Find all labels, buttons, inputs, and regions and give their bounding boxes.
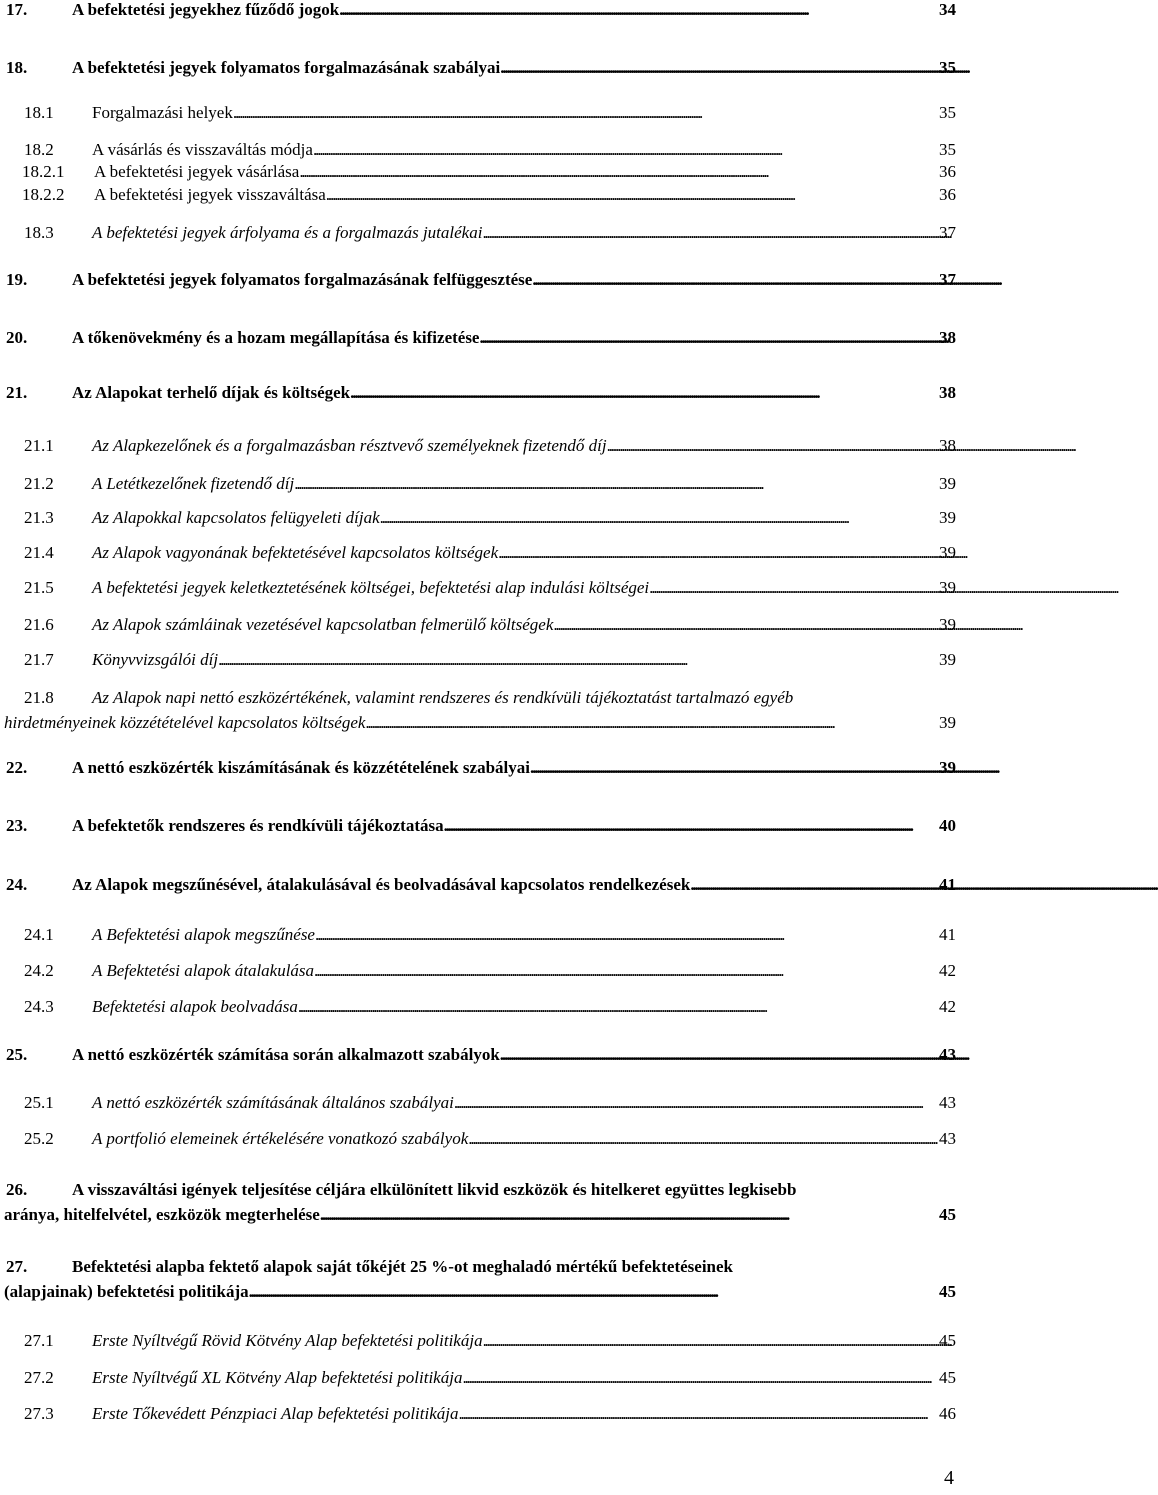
toc-entry-title: A portfolió elemeinek értékelésére vonatkozó szabályok [92,1129,469,1148]
toc-leader-dots [500,1045,937,1065]
toc-entry-title: A befektetési jegyek visszaváltása [94,185,326,204]
toc-leader-dots [444,816,937,836]
toc-entry-page: 39 [939,474,956,493]
toc-entry-number: 17. [6,0,28,19]
toc-entry-page: 39 [939,508,956,527]
toc-leader-dots [530,758,937,778]
toc-entry-title: Az Alapkezelőnek és a forgalmazásban résztvevő személyeknek fizetendő díj [92,436,607,455]
toc-entry-title: A befektetési jegyek vásárlása [94,162,300,181]
toc-entry-number: 27.2 [24,1368,54,1387]
toc-entry-number: 21.7 [24,650,54,669]
toc-entry[interactable] [0,270,956,290]
toc-entry[interactable] [0,578,956,598]
toc-entry-title: A befektetők rendszeres és rendkívüli tájékoztatása [72,816,444,835]
toc-entry-title: A vásárlás és visszaváltás módja [92,140,313,159]
toc-leader-dots [320,1205,937,1225]
toc-entry[interactable] [0,1129,956,1149]
page-number: 4 [944,1467,954,1489]
toc-entry-page: 43 [939,1129,956,1148]
toc-entry-title: A Befektetési alapok megszűnése [92,925,315,944]
toc-entry-number: 18.2.1 [22,162,65,181]
toc-entry-page: 36 [939,185,956,204]
toc-leader-dots [298,997,937,1017]
toc-entry-page: 46 [939,1404,956,1423]
toc-entry-title-continued: hirdetményeinek közzétételével kapcsolatos költségek [4,713,366,732]
toc-entry-number: 26. [6,1180,28,1199]
toc-entry-page: 39 [939,615,956,634]
toc-entry-page: 35 [939,103,956,122]
toc-entry-title: A nettó eszközérték számításának általános szabályai [92,1093,454,1112]
toc-entry-number: 21.3 [24,508,54,527]
toc-entry-title: A nettó eszközérték számítása során alkalmazott szabályok [72,1045,500,1064]
toc-entry-title: Az Alapok megszűnésével, átalakulásával és beolvadásával kapcsolatos rendelkezések [72,875,691,894]
toc-entry[interactable] [0,1045,956,1065]
toc-leader-dots [607,436,937,456]
toc-entry-title: A visszaváltási igények teljesítése céljára elkülönített likvid eszközök és hitelkeret együttes legkisebb [72,1180,797,1199]
toc-entry-number: 21.2 [24,474,54,493]
toc-leader-dots [365,713,937,733]
toc-entry[interactable] [0,1331,956,1351]
toc-entry-number: 24.1 [24,925,54,944]
toc-leader-dots [649,578,937,598]
toc-entry-number: 27.3 [24,1404,54,1423]
toc-leader-dots [479,328,937,348]
toc-leader-dots [500,58,937,78]
toc-entry-page: 42 [939,961,956,980]
toc-leader-dots [380,508,937,528]
toc-entry[interactable] [0,474,956,494]
toc-leader-dots [553,615,937,635]
toc-entry-title: Az Alapok vagyonának befektetésével kapcsolatos költségek [92,543,499,562]
toc-entry-number: 18. [6,58,28,77]
toc-entry-number: 18.3 [24,223,54,242]
toc-entry-number: 27.1 [24,1331,54,1350]
toc-entry-page: 45 [939,1205,956,1224]
toc-entry-number: 24. [6,875,28,894]
toc-leader-dots [350,383,937,403]
toc-entry-title: Az Alapokat terhelő díjak és költségek [72,383,351,402]
toc-entry-page: 39 [939,758,956,777]
toc-entry-number: 27. [6,1257,28,1276]
toc-entry-page: 45 [939,1331,956,1350]
toc-entry-title-continued: (alapjainak) befektetési politikája [4,1282,249,1301]
toc-leader-dots [249,1282,937,1302]
toc-leader-dots [532,270,937,290]
toc-entry-page: 38 [939,436,956,455]
toc-entry-number: 22. [6,758,28,777]
toc-entry-page: 39 [939,713,956,732]
toc-entry-title: Erste Nyíltvégű Rövid Kötvény Alap befektetési politikája [92,1331,483,1350]
toc-entry[interactable] [0,961,956,981]
toc-entry-page: 35 [939,140,956,159]
toc-entry-page: 34 [939,0,956,19]
toc-entry-title: A befektetési jegyekhez fűződő jogok [72,0,340,19]
toc-leader-dots [498,543,937,563]
toc-entry-page: 43 [939,1093,956,1112]
toc-leader-dots [482,223,937,243]
toc-leader-dots [468,1129,937,1149]
toc-entry[interactable] [0,1368,956,1388]
toc-entry-title-continued: aránya, hitelfelvétel, eszközök megterhelése [4,1205,320,1224]
toc-entry-title: A befektetési jegyek folyamatos forgalmazásának szabályai [72,58,501,77]
toc-entry-title: A befektetési jegyek folyamatos forgalmazásának felfüggesztése [72,270,533,289]
toc-entry-title: A tőkenövekmény és a hozam megállapítása és kifizetése [72,328,480,347]
toc-leader-dots [299,162,937,182]
toc-entry[interactable] [0,925,956,945]
toc-entry[interactable] [0,1257,956,1302]
toc-entry[interactable] [0,688,956,733]
toc-entry-title: Az Alapok napi nettó eszközértékének, valamint rendszeres és rendkívüli tájékoztatást tartalmazó egyéb [92,688,794,707]
toc-entry-number: 24.3 [24,997,54,1016]
toc-leader-dots [313,140,937,160]
toc-entry-number: 23. [6,816,28,835]
toc-entry[interactable] [0,650,956,670]
toc-entry-title: A befektetési jegyek árfolyama és a forgalmazás jutalékai [92,223,483,242]
toc-entry-title: A befektetési jegyek keletkeztetésének költségei, befektetési alap indulási költségei [92,578,650,597]
toc-entry-page: 45 [939,1368,956,1387]
toc-entry-title: Az Alapok számláinak vezetésével kapcsolatban felmerülő költségek [92,615,554,634]
toc-entry-page: 41 [939,875,956,894]
toc-entry[interactable] [0,615,956,635]
toc-entry-page: 42 [939,997,956,1016]
toc-leader-dots [315,925,937,945]
toc-entry-page: 40 [939,816,956,835]
toc-entry-number: 21.8 [24,688,54,707]
toc-entry-number: 21.5 [24,578,54,597]
toc-entry-title: Erste Tőkevédett Pénzpiaci Alap befektetési politikája [92,1404,459,1423]
toc-entry[interactable] [0,1404,956,1424]
toc-entry[interactable] [0,875,956,895]
toc-entry-title: A Letétkezelőnek fizetendő díj [92,474,295,493]
toc-entry[interactable] [0,140,956,160]
toc-entry-number: 20. [6,328,28,347]
toc-entry[interactable] [0,185,956,205]
toc-entry-page: 41 [939,925,956,944]
toc-entry[interactable] [0,816,956,836]
toc-entry-title: Befektetési alapok beolvadása [92,997,298,1016]
toc-entry-number: 24.2 [24,961,54,980]
toc-entry[interactable] [0,1093,956,1113]
toc-entry-page: 39 [939,650,956,669]
toc-entry[interactable] [0,1180,956,1225]
toc-entry-number: 25.2 [24,1129,54,1148]
toc-entry-page: 45 [939,1282,956,1301]
toc-entry[interactable] [0,328,956,348]
toc-entry-page: 37 [939,270,956,289]
toc-entry-number: 21.6 [24,615,54,634]
toc-entry-title: Az Alapokkal kapcsolatos felügyeleti díjak [92,508,380,527]
toc-entry-title: A nettó eszközérték kiszámításának és közzétételének szabályai [72,758,530,777]
toc-entry-number: 21.4 [24,543,54,562]
toc-leader-dots [218,650,937,670]
toc-entry-number: 18.2.2 [22,185,65,204]
toc-entry-number: 19. [6,270,28,289]
toc-leader-dots [454,1093,937,1113]
toc-entry[interactable] [0,383,956,403]
toc-leader-dots [233,103,937,123]
toc-leader-dots [462,1368,937,1388]
toc-entry-number: 25.1 [24,1093,54,1112]
toc-entry-title: Befektetési alapba fektető alapok saját tőkéjét 25 %-ot meghaladó mértékű befektetéseinek [72,1257,733,1276]
toc-leader-dots [314,961,937,981]
toc-leader-dots [690,875,937,895]
toc-leader-dots [483,1331,937,1351]
toc-entry-page: 36 [939,162,956,181]
toc-entry-number: 25. [6,1045,28,1064]
toc-entry-title: Forgalmazási helyek [92,103,233,122]
toc-entry[interactable] [0,997,956,1017]
toc-entry-page: 43 [939,1045,956,1064]
toc-leader-dots [294,474,937,494]
toc-entry-page: 39 [939,543,956,562]
toc-entry-page: 38 [939,328,956,347]
toc-entry[interactable] [0,223,956,243]
toc-entry-number: 18.2 [24,140,54,159]
toc-entry[interactable] [0,0,956,20]
toc-entry-page: 38 [939,383,956,402]
toc-entry-title: A Befektetési alapok átalakulása [92,961,315,980]
toc-entry-number: 21. [6,383,28,402]
toc-entry[interactable] [0,58,956,78]
toc-entry-number: 21.1 [24,436,54,455]
toc-entry[interactable] [0,103,956,123]
toc-entry[interactable] [0,508,956,528]
toc-entry-title: Erste Nyíltvégű XL Kötvény Alap befektetési politikája [92,1368,463,1387]
toc-entry[interactable] [0,162,956,182]
toc-entry-title: Könyvvizsgálói díj [92,650,219,669]
toc-entry-page: 35 [939,58,956,77]
toc-leader-dots [339,0,937,20]
toc-entry-page: 39 [939,578,956,597]
toc-leader-dots [326,185,937,205]
toc-entry-page: 37 [939,223,956,242]
toc-entry-number: 18.1 [24,103,54,122]
toc-entry[interactable] [0,758,956,778]
toc-leader-dots [459,1404,938,1424]
toc-entry[interactable] [0,436,956,456]
toc-entry[interactable] [0,543,956,563]
